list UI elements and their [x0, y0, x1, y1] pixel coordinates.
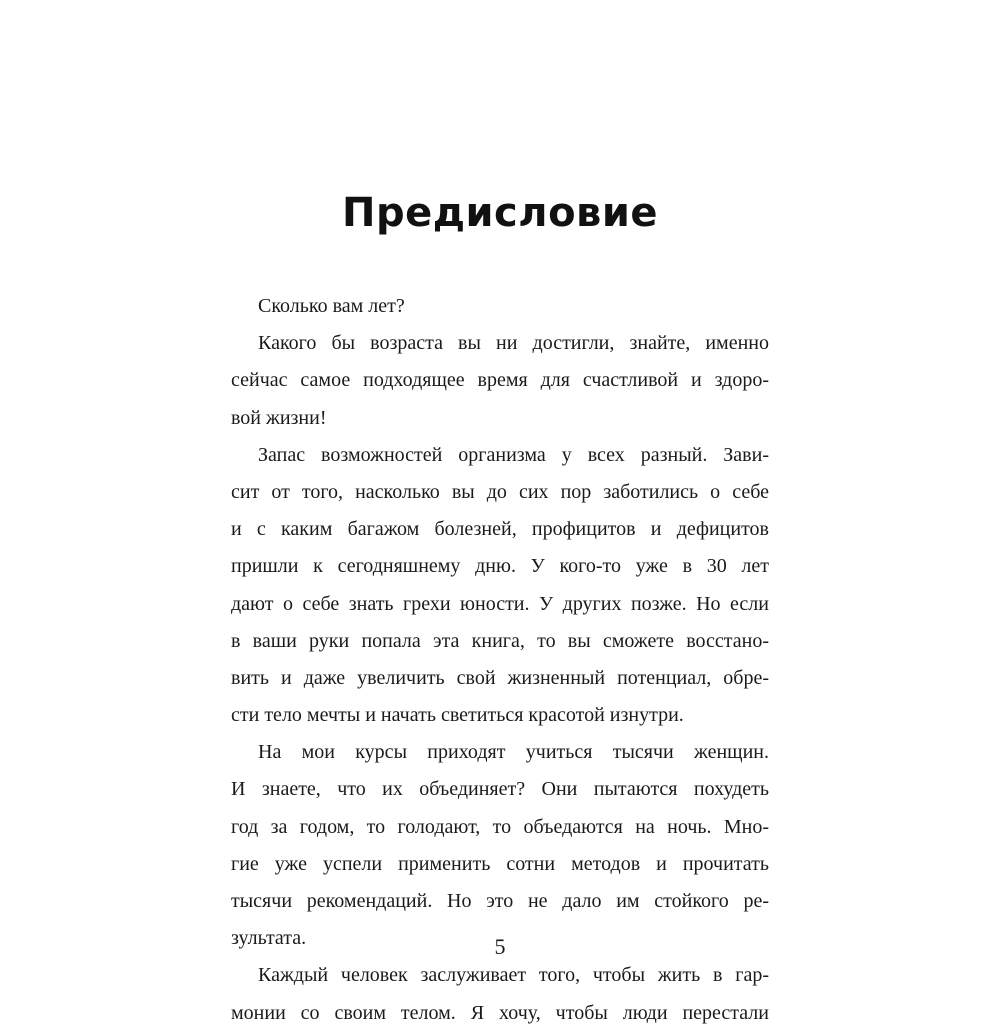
text-line: вой жизни!	[231, 406, 327, 429]
text-line: Запас возможностей организма у всех разный. Зави-	[258, 443, 769, 466]
text-line: На мои курсы приходят учиться тысячи женщин.	[258, 741, 769, 764]
text-line: и с каким багажом болезней, профицитов и дефицитов	[231, 518, 769, 541]
text-line: тысячи рекомендаций. Но это не дало им стойкого ре-	[231, 890, 769, 912]
text-line: сти тело мечты и начать светиться красотой изнутри.	[231, 704, 684, 727]
text-line: сейчас самое подходящее время для счастливой и здоро-	[231, 369, 769, 392]
text-line: дают о себе знать грехи юности. У других позже. Но если	[231, 592, 769, 615]
text-line: И знаете, что их объединяет? Они пытаются похудеть	[231, 778, 769, 801]
text-line: пришли к сегодняшнему дню. У кого-то уже в 30 лет	[231, 555, 769, 578]
text-line: Какого бы возраста вы ни достигли, знайте, именно	[258, 332, 769, 355]
text-line: зультата.	[231, 927, 307, 950]
text-line: Каждый человек заслуживает того, чтобы жить в гар-	[258, 964, 769, 987]
text-line: в ваши руки попала эта книга, то вы сможете восстано-	[231, 629, 769, 652]
text-line: монии со своим телом. Я хочу, чтобы люди перестали	[231, 1001, 769, 1024]
text-line: гие уже успели применить сотни методов и прочитать	[231, 852, 769, 875]
text-line: год за годом, то голодают, то объедаются на ночь. Мно-	[231, 815, 769, 838]
page-number: 5	[494, 934, 506, 959]
text-line: сит от того, насколько вы до сих пор заботились о себе	[231, 480, 769, 503]
body-text	[231, 288, 769, 1032]
text-line: вить и даже увеличить свой жизненный потенциал, обре-	[231, 666, 769, 689]
chapter-title: Предисловие	[341, 190, 659, 236]
text-line: Сколько вам лет?	[258, 295, 405, 317]
